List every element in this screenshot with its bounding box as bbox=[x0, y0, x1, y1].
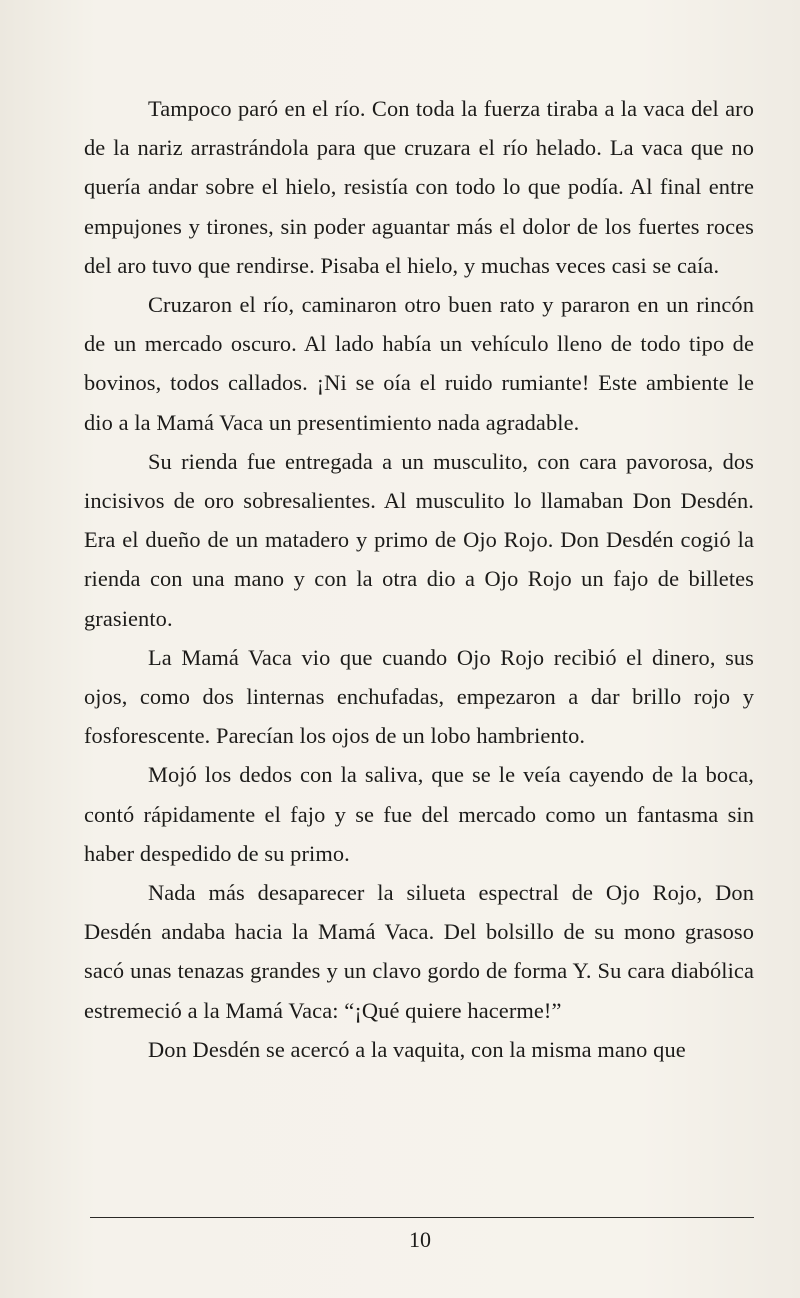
paragraph-4: La Mamá Vaca vio que cuando Ojo Rojo recibió el dinero, sus ojos, como dos linternas enchufadas, empezaron a dar brillo rojo y fosforescente. Parecían los ojos de un lobo hambriento. bbox=[84, 644, 754, 749]
page-number: 10 bbox=[409, 1227, 431, 1252]
paragraph-1: Tampoco paró en el río. Con toda la fuerza tiraba a la vaca del aro de la nariz arrastrándola para que cruzara el río helado. La vaca que no quería andar sobre el hielo, resistía con todo lo que podía. Al final entre empujones y tirones, sin poder aguantar más el dolor de los fuertes roces del aro tuvo que rendirse. Pisaba el hielo, y muchas veces casi se caía. bbox=[84, 96, 754, 278]
paragraph-5: Mojó los dedos con la saliva, que se le veía cayendo de la boca, contó rápidamente el fajo y se fue del mercado como un fantasma sin haber despedido de su primo. bbox=[84, 762, 754, 866]
footer-divider bbox=[90, 1217, 754, 1218]
paragraph-6: Nada más desaparecer la silueta espectral de Ojo Rojo, Don Desdén andaba hacia la Mamá Vaca. Del bolsillo de su mono grasoso sacó unas tenazas grandes y un clavo gordo de forma Y. Su cara diabólica estremeció a la Mamá Vaca: “¡Qué quiere hacerme!” bbox=[84, 880, 754, 1023]
paragraph-3: Su rienda fue entregada a un musculito, con cara pavorosa, dos incisivos de oro sobresalientes. Al musculito lo llamaban Don Desdén. Era el dueño de un matadero y primo de Ojo Rojo. Don Desdén cogió la rienda con una mano y con la otra dio a Ojo Rojo un fajo de billetes grasiento. bbox=[84, 448, 754, 631]
body-text bbox=[84, 89, 754, 1069]
paragraph-7: Don Desdén se acercó a la vaquita, con la misma mano que bbox=[148, 1036, 686, 1062]
paragraph-2: Cruzaron el río, caminaron otro buen rato y pararon en un rincón de un mercado oscuro. Al lado había un vehículo lleno de todo tipo de bovinos, todos callados. ¡Ni se oía el ruido rumiante! Este ambiente le dio a la Mamá Vaca un presentimiento nada agradable. bbox=[84, 292, 754, 435]
